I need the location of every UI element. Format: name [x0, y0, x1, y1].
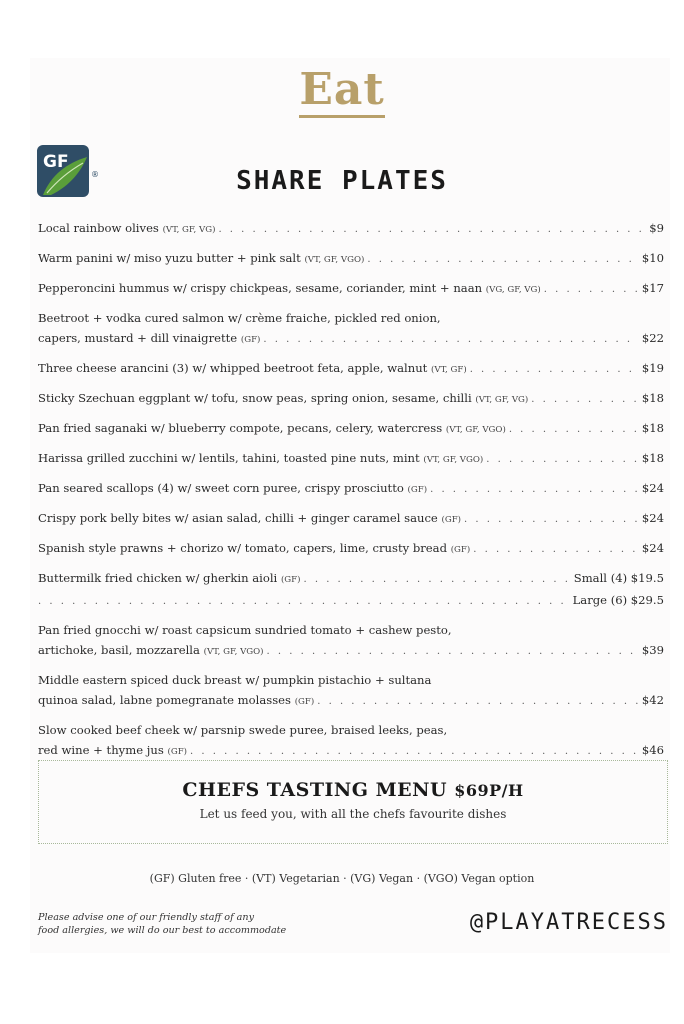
dot-leader [473, 540, 639, 560]
menu-item [38, 388, 664, 410]
menu-item-line [38, 218, 664, 240]
menu-item [38, 248, 664, 270]
dietary-tags: (VT, GF, VGO) [304, 255, 365, 265]
menu-item [38, 568, 664, 612]
tasting-title: CHEFS TASTING MENU $69P/H [182, 779, 524, 801]
dietary-tags: (VT, GF, VGO) [445, 425, 506, 435]
menu-item-description [38, 478, 427, 500]
dot-leader [38, 592, 570, 612]
menu-item [38, 278, 664, 300]
dot-leader [317, 692, 639, 712]
menu-item-price: $42 [641, 693, 664, 707]
menu-item-name: Warm panini w/ miso yuzu butter + pink salt [38, 251, 301, 265]
menu-item-name: quinoa salad, labne pomegranate molasses [38, 693, 291, 707]
menu-item [38, 358, 664, 380]
menu-item-description: Beetroot + vodka cured salmon w/ crème fraiche, pickled red onion, [38, 311, 441, 325]
menu-item-price: $18 [641, 451, 664, 465]
menu-item-description [38, 568, 300, 590]
menu-item-name: Sticky Szechuan eggplant w/ tofu, snow peas, spring onion, sesame, chilli [38, 391, 472, 405]
menu-item-price: $22 [641, 331, 664, 345]
allergy-note-line: food allergies, we will do our best to accommodate [38, 925, 287, 936]
menu-item-price: $9 [649, 221, 664, 235]
menu-item-description [38, 328, 260, 350]
menu-item-price: $18 [641, 391, 664, 405]
dietary-tags: (VT, GF, VG) [162, 225, 216, 235]
menu-item [38, 508, 664, 530]
dietary-tags: (GF) [407, 485, 428, 495]
dot-leader [430, 480, 639, 500]
tasting-price: $69P/H [454, 781, 524, 800]
menu-item-description [38, 248, 364, 270]
menu-item-line [38, 328, 664, 350]
menu-item [38, 308, 664, 350]
dietary-tags: (VT, GF, VGO) [423, 455, 484, 465]
menu-item-price: $39 [641, 643, 664, 657]
menu-item-line [38, 690, 664, 712]
dietary-tags: (VT, GF) [431, 365, 467, 375]
menu-item-line [38, 740, 664, 762]
dot-leader [544, 280, 639, 300]
menu-item-name: Spanish style prawns + chorizo w/ tomato, capers, lime, crusty bread [38, 541, 447, 555]
menu-item-price: $18 [641, 421, 664, 435]
menu-item-name: Pan seared scallops (4) w/ sweet corn puree, crispy prosciutto [38, 481, 404, 495]
menu-item-description [38, 640, 264, 662]
menu-item-line [38, 388, 664, 410]
dot-leader [367, 250, 639, 270]
menu-item-name: Pepperoncini hummus w/ crispy chickpeas, sesame, coriander, mint + naan [38, 281, 483, 295]
dietary-tags: (GF) [441, 515, 462, 525]
menu-item-line [38, 568, 664, 590]
menu-item-description: Middle eastern spiced duck breast w/ pumpkin pistachio + sultana [38, 673, 432, 687]
menu-item [38, 538, 664, 560]
allergy-note-line: Please advise one of our friendly staff of any [38, 912, 254, 923]
menu-item-description [38, 388, 528, 410]
menu-item-description [38, 538, 470, 560]
menu-item-description [38, 448, 483, 470]
gf-logo-text: GF [43, 152, 69, 172]
menu-list [38, 218, 664, 762]
menu-item-price: Small (4) $19.5 [573, 571, 664, 585]
menu-item-description: Pan fried gnocchi w/ roast capsicum sundried tomato + cashew pesto, [38, 623, 452, 637]
menu-item-line [38, 448, 664, 470]
menu-item-name: artichoke, basil, mozzarella [38, 643, 200, 657]
menu-item-price: $46 [641, 743, 664, 757]
menu-item-price: $17 [641, 281, 664, 295]
menu-item-price: $24 [641, 511, 664, 525]
menu-item-line [38, 478, 664, 500]
dietary-tags: (GF) [280, 575, 301, 585]
dot-leader [267, 642, 639, 662]
page-title: Eat [0, 64, 684, 115]
dot-leader [190, 742, 639, 762]
menu-item [38, 218, 664, 240]
menu-item [38, 418, 664, 440]
menu-item-name: Buttermilk fried chicken w/ gherkin aioli [38, 571, 278, 585]
menu-item-price: Large (6) $29.5 [572, 593, 664, 607]
menu-item-description: Slow cooked beef cheek w/ parsnip swede puree, braised leeks, peas, [38, 723, 448, 737]
dot-leader [218, 220, 646, 240]
dot-leader [531, 390, 639, 410]
dietary-tags: (VG, GF, VG) [485, 285, 541, 295]
dietary-legend: (GF) Gluten free · (VT) Vegetarian · (VG) Vegan · (VGO) Vegan option [149, 872, 535, 885]
allergy-note [38, 911, 358, 937]
menu-item-line [38, 248, 664, 270]
menu-item-name: Local rainbow olives [38, 221, 159, 235]
menu-item-line [38, 590, 664, 612]
dietary-tags: (VT, GF, VG) [475, 395, 529, 405]
tasting-menu-box [38, 760, 668, 844]
menu-item-line [38, 278, 664, 300]
menu-item-name: capers, mustard + dill vinaigrette [38, 331, 238, 345]
dot-leader [486, 450, 639, 470]
menu-item-price: $19 [641, 361, 664, 375]
menu-item [38, 670, 664, 712]
tasting-subtitle: Let us feed you, with all the chefs favourite dishes [199, 807, 507, 821]
menu-item-description [38, 418, 506, 440]
menu-item-line [38, 640, 664, 662]
menu-item-price: $24 [641, 481, 664, 495]
menu-item-description [38, 508, 461, 530]
dietary-tags: (GF) [167, 747, 188, 757]
menu-item-price: $24 [641, 541, 664, 555]
registered-mark: ® [91, 170, 99, 179]
dot-leader [464, 510, 639, 530]
menu-item-price: $10 [641, 251, 664, 265]
menu-item-name: Crispy pork belly bites w/ asian salad, chilli + ginger caramel sauce [38, 511, 438, 525]
menu-item-name: red wine + thyme jus [38, 743, 164, 757]
menu-item-description [38, 740, 187, 762]
menu-item-line [38, 358, 664, 380]
menu-item-line [38, 508, 664, 530]
dietary-tags: (GF) [294, 697, 315, 707]
menu-item-name: Three cheese arancini (3) w/ whipped beetroot feta, apple, walnut [38, 361, 428, 375]
social-handle: @PLAYATRECESS [469, 910, 668, 935]
dietary-tags: (VT, GF, VGO) [203, 647, 264, 657]
menu-item [38, 620, 664, 662]
menu-item [38, 720, 664, 762]
menu-item-description [38, 218, 215, 240]
menu-item-line [38, 538, 664, 560]
menu-item-name: Pan fried saganaki w/ blueberry compote, pecans, celery, watercress [38, 421, 443, 435]
menu-item [38, 448, 664, 470]
dietary-tags: (GF) [240, 335, 261, 345]
menu-item [38, 478, 664, 500]
section-heading: SHARE PLATES [236, 166, 448, 196]
dot-leader [470, 360, 639, 380]
menu-item-name: Harissa grilled zucchini w/ lentils, tahini, toasted pine nuts, mint [38, 451, 420, 465]
dot-leader [303, 570, 570, 590]
dot-leader [263, 330, 638, 350]
dietary-tags: (GF) [450, 545, 471, 555]
menu-item-description [38, 358, 467, 380]
menu-item-description [38, 690, 314, 712]
menu-item-description [38, 278, 541, 300]
menu-item-line [38, 418, 664, 440]
dot-leader [509, 420, 639, 440]
